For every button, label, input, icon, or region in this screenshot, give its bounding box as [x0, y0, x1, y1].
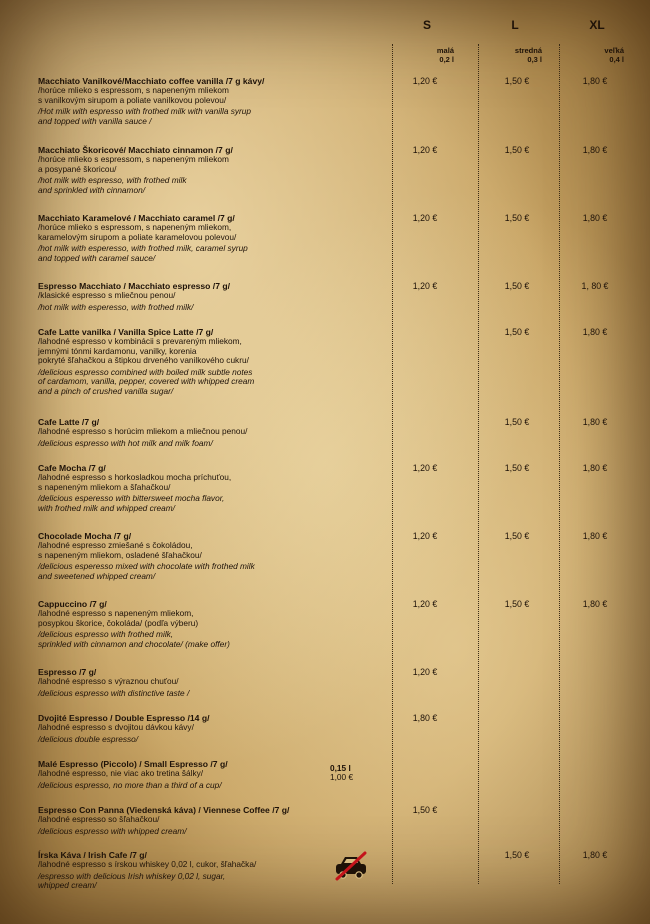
size-name: malá	[436, 46, 454, 55]
item-description-en: /hot milk with esperesso, with frothed milk/	[38, 301, 194, 312]
price-l: 1,50 €	[504, 76, 530, 86]
item-title: Cappuccino /7 g/	[38, 599, 107, 609]
menu-item	[38, 531, 328, 581]
column-divider	[392, 44, 393, 884]
item-description-sk: /lahodné espresso v kombinácii s prevareným mliekom, jemnými tónmi kardamonu, vanilky, korenia pokryté šľahačkou a štipkou drveného vanilkového cukru/	[38, 336, 249, 366]
item-description-en: /delicious espresso with frothed milk, sprinkled with cinnamon and chocolate/ (make offer)	[38, 629, 230, 649]
price-s: 1,20 €	[412, 145, 438, 155]
price-s: 1,50 €	[412, 805, 438, 815]
item-description-sk: /lahodné espresso s výraznou chuťou/	[38, 676, 179, 686]
item-title: Espresso /7 g/	[38, 667, 97, 677]
price-s: 1,20 €	[412, 531, 438, 541]
size-volume: 0,4 l	[609, 55, 624, 64]
item-description-sk: /horúce mlieko s espressom, s napeneným mliekom s vanilkovým sirupom a poliate vanilkovou polevou/	[38, 85, 229, 105]
item-description-sk: /lahodné espresso zmiešané s čokoládou, s napeneným mliekom, osladené šľahačkou/	[38, 540, 202, 560]
price-l: 1,50 €	[504, 281, 530, 291]
size-letter: L	[511, 18, 519, 32]
item-description-en: /delicious espresso with hot milk and milk foam/	[38, 437, 213, 448]
column-header-xl	[562, 18, 632, 64]
menu-item	[38, 417, 328, 448]
item-title: Cafe Mocha /7 g/	[38, 463, 106, 473]
price-xl: 1,80 €	[582, 463, 608, 473]
menu-item	[38, 76, 328, 126]
no-driving-car-icon	[333, 851, 369, 881]
price-l: 1,50 €	[504, 145, 530, 155]
item-title: Cafe Latte /7 g/	[38, 417, 100, 427]
price-l: 1,50 €	[504, 599, 530, 609]
price-l: 1,50 €	[504, 463, 530, 473]
item-description-sk: /lahodné espresso s napeneným mliekom, posypkou škorice, čokoláda/ (podľa výberu)	[38, 608, 199, 628]
size-name: veľká	[604, 46, 624, 55]
item-description-en: /espresso with delicious Irish whiskey 0,02 l, sugar, whipped cream/	[38, 870, 226, 891]
price-s: 1,80 €	[412, 713, 438, 723]
item-description-en: /delicious esperesso mixed with chocolate with frothed milk and sweetened whipped cream/	[38, 561, 255, 581]
item-title: Espresso Macchiato / Macchiato espresso /7 g/	[38, 281, 230, 291]
item-description-en: /Hot milk with espresso with frothed milk with vanilla syrup and topped with vanilla sauce /	[38, 106, 252, 126]
size-volume: 0,2 l	[439, 55, 454, 64]
price-xl: 1,80 €	[582, 531, 608, 541]
item-description-sk: /horúce mlieko s espressom, s napeneným mliekom, karamelovým sirupom a poliate karamelovou polevou/	[38, 222, 237, 242]
price-xl: 1,80 €	[582, 599, 608, 609]
column-header-l	[480, 18, 550, 64]
menu-item	[38, 713, 328, 744]
menu-item	[38, 463, 328, 513]
price-s: 1,20 €	[412, 76, 438, 86]
price-l: 1,50 €	[504, 417, 530, 427]
menu-item	[38, 850, 328, 891]
size-letter: S	[422, 18, 431, 32]
menu-item	[38, 327, 328, 397]
menu-item	[38, 667, 328, 698]
item-description-sk: /lahodné espresso s horkosladkou mocha príchuťou, s napeneným mliekom a šľahačkou/	[38, 472, 232, 492]
item-description-en: /delicious espresso combined with boiled milk subtle notes of cardamom, vanilla, pepper, covered with whipped cream and a pinch of crushed vanilla sugar/	[38, 366, 255, 396]
price-xl: 1,80 €	[582, 327, 608, 337]
price-s: 1,20 €	[412, 463, 438, 473]
menu-item	[38, 213, 328, 263]
item-description-sk: /horúce mlieko s espressom, s napeneným mliekom a posypané škoricou/	[38, 154, 229, 174]
price-s: 1,20 €	[412, 213, 438, 223]
item-description-sk: /lahodné espresso s írskou whiskey 0,02 l, cukor, šľahačka/	[38, 859, 257, 869]
item-title: Malé Espresso (Piccolo) / Small Espresso /7 g/	[38, 759, 228, 769]
size-letter: XL	[589, 18, 605, 32]
column-header-s	[392, 18, 462, 64]
price-l: 1,50 €	[504, 213, 530, 223]
item-title: Írska Káva / Irish Cafe /7 g/	[38, 850, 147, 860]
price-xl: 1,80 €	[582, 213, 608, 223]
item-description-en: /delicious espresso, no more than a third of a cup/	[38, 779, 222, 790]
menu-item	[38, 145, 328, 195]
item-title: Chocolade Mocha /7 g/	[38, 531, 132, 541]
item-description-sk: /lahodné espresso so šľahačkou/	[38, 814, 160, 824]
column-divider	[478, 44, 479, 884]
price-xl: 1, 80 €	[581, 281, 609, 291]
price-l: 1,50 €	[504, 531, 530, 541]
price-l: 1,50 €	[504, 327, 530, 337]
menu-item	[38, 599, 328, 649]
item-description-sk: /klasické espresso s mliečnou penou/	[38, 290, 176, 300]
piccolo-volume: 0,15 l	[330, 763, 351, 773]
price-xl: 1,80 €	[582, 145, 608, 155]
item-description-en: /hot milk with espresso, with frothed milk and sprinkled with cinnamon/	[38, 175, 187, 195]
item-description-sk: /lahodné espresso s dvojitou dávkou kávy/	[38, 722, 194, 732]
item-title: Macchiato Karamelové / Macchiato caramel /7 g/	[38, 213, 235, 223]
item-title: Espresso Con Panna (Viedenská káva) / Viennese Coffee /7 g/	[38, 805, 290, 815]
menu-item	[38, 281, 328, 312]
item-title: Macchiato Škoricové/ Macchiato cinnamon /7 g/	[38, 145, 233, 155]
price-l: 1,50 €	[504, 850, 530, 860]
item-description-en: /delicious esperesso with bittersweet mocha flavor, with frothed milk and whipped cream/	[38, 493, 225, 513]
item-description-en: /hot milk with esperesso, with frothed milk, caramel syrup and topped with caramel sauce/	[38, 243, 248, 263]
price-xl: 1,80 €	[582, 417, 608, 427]
item-description-en: /delicious espresso with whipped cream/	[38, 825, 187, 836]
item-description-en: /delicious espresso with distinctive taste /	[38, 687, 190, 698]
item-title: Macchiato Vanilkové/Macchiato coffee vanilla /7 g kávy/	[38, 76, 265, 86]
size-name: stredná	[514, 46, 542, 55]
price-xl: 1,80 €	[582, 76, 608, 86]
menu-item	[38, 759, 328, 790]
item-title: Cafe Latte vanilka / Vanilla Spice Latte /7 g/	[38, 327, 214, 337]
price-s: 1,20 €	[412, 667, 438, 677]
price-s: 1,20 €	[412, 599, 438, 609]
price-xl: 1,80 €	[582, 850, 608, 860]
size-volume: 0,3 l	[527, 55, 542, 64]
item-description-sk: /lahodné espresso, nie viac ako tretina šálky/	[38, 768, 204, 778]
item-description-sk: /lahodné espresso s horúcim mliekom a mliečnou penou/	[38, 426, 248, 436]
item-title: Dvojité Espresso / Double Espresso /14 g/	[38, 713, 210, 723]
piccolo-price: 1,00 €	[330, 772, 354, 782]
item-description-en: /delicious double espresso/	[38, 733, 139, 744]
menu-item	[38, 805, 328, 836]
price-s: 1,20 €	[412, 281, 438, 291]
column-divider	[559, 44, 560, 884]
